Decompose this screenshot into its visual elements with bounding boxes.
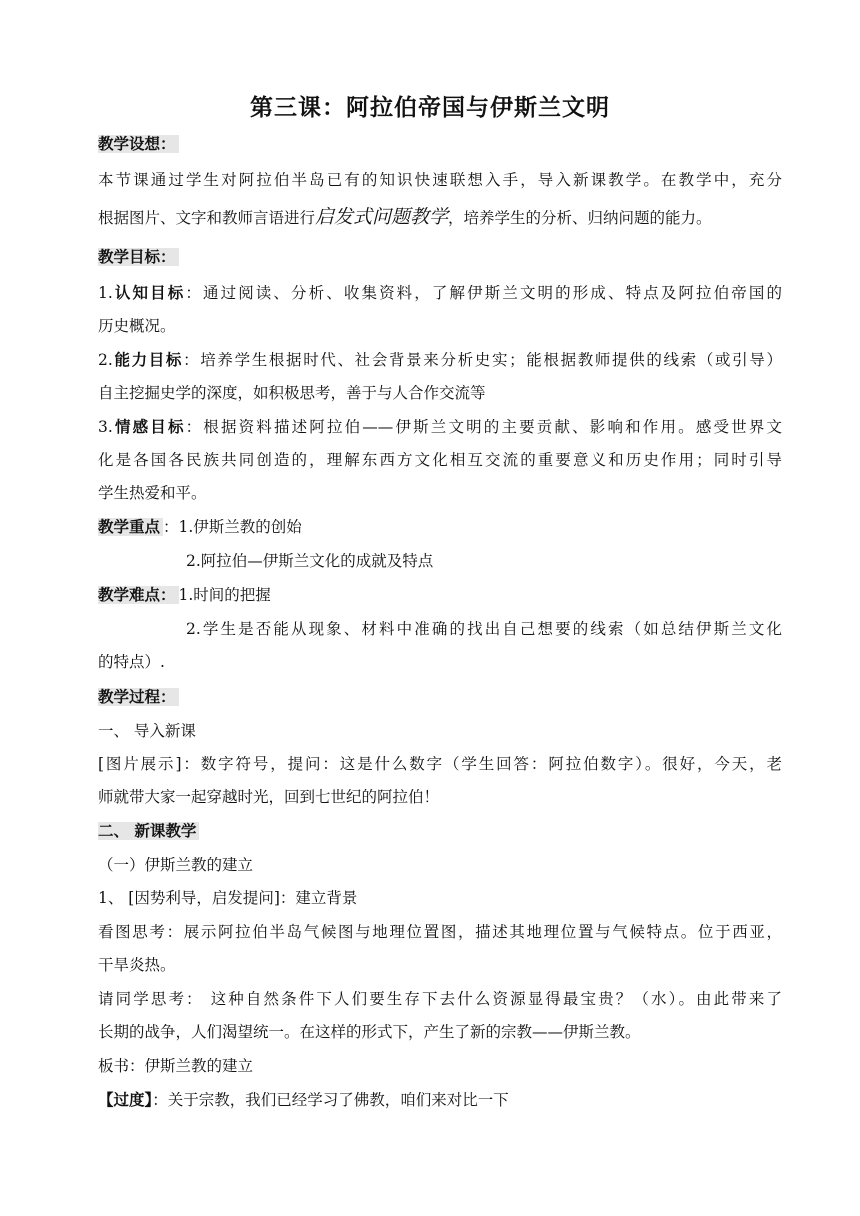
process-heading-line: [98, 686, 782, 708]
subsection-1-paragraph-line-2: 干旱炎热。: [98, 956, 176, 974]
key-points-heading: 教学重点: [98, 518, 163, 536]
design-heading: 教学设想：: [98, 135, 179, 153]
key-point-1: ：1.伊斯兰教的创始: [163, 518, 302, 536]
goal1-line-1: [98, 282, 782, 304]
design-paragraph-line-1: 本节课通过学生对阿拉伯半岛已有的知识快速联想入手，导入新课教学。在教学中，充分: [98, 171, 782, 189]
difficulty-line-1: [98, 584, 782, 606]
goal3-number: 3.: [98, 418, 113, 436]
step2-heading-line: [98, 820, 782, 842]
step1-paragraph-line-2: 师就带大家一起穿越时光，回到七世纪的阿拉伯！: [98, 788, 440, 806]
goal2-line-2: 自主挖掘史学的深度，如积极思考，善于与人合作交流等: [98, 384, 486, 402]
step2-heading: 二、 新课教学: [98, 822, 199, 840]
subsection-1-heading: （一）伊斯兰教的建立: [98, 856, 254, 874]
goal1-line-2: 历史概况。: [98, 317, 176, 335]
goal1-label: 认知目标: [112, 284, 186, 302]
goal2-text: ：培养学生根据时代、社会背景来分析史实；能根据教师提供的线索（或引导）: [183, 351, 782, 369]
goal3-text: ：根据资料描述阿拉伯——伊斯兰文明的主要贡献、影响和作用。感受世界文: [185, 418, 782, 436]
design-paragraph-line-2: [98, 206, 782, 229]
difficulty-1: 1.时间的把握: [178, 586, 271, 604]
design-text-italic: 启发式问题教学: [315, 206, 449, 228]
goals-heading-line: [98, 246, 782, 268]
board-note: 板书：伊斯兰教的建立: [98, 1057, 254, 1075]
difficulty-2: 2.学生是否能从现象、材料中准确的找出自己想要的线索（如总结伊斯兰文化: [186, 620, 782, 638]
goal3-line-1: [98, 416, 782, 438]
step1-paragraph-line-1: [图片展示]：数字符号，提问：这是什么数字（学生回答：阿拉伯数字）。很好，今天，老: [98, 755, 782, 773]
goal2-line-1: [98, 349, 782, 371]
difficulty-2-cont: 的特点）.: [98, 653, 165, 671]
subsection-1-paragraph-line-3: 请同学思考： 这种自然条件下人们要生存下去什么资源显得最宝贵？（水）。由此带来了: [98, 990, 782, 1008]
goal3-line-2: 化是各国各民族共同创造的，理解东西方文化相互交流的重要意义和历史作用；同时引导: [98, 451, 782, 469]
design-text-b: ，培养学生的分析、归纳问题的能力。: [448, 209, 712, 227]
design-text-a: 根据图片、文字和教师言语进行: [98, 209, 316, 227]
transition-line: [98, 1089, 782, 1111]
goal3-label: 情感目标: [112, 418, 186, 436]
transition-text: ：关于宗教，我们已经学习了佛教，咱们来对比一下: [152, 1091, 509, 1109]
transition-label: 【过度】: [98, 1091, 153, 1109]
goals-heading: 教学目标：: [98, 248, 179, 266]
goal3-line-3: 学生热爱和平。: [98, 484, 207, 502]
goal1-text: ：通过阅读、分析、收集资料，了解伊斯兰文明的形成、特点及阿拉伯帝国的: [185, 284, 782, 302]
key-point-2: 2.阿拉伯—伊斯兰文化的成就及特点: [186, 552, 434, 570]
subsection-1-paragraph-line-1: 看图思考：展示阿拉伯半岛气候图与地理位置图，描述其地理位置与气候特点。位于西亚，: [98, 923, 782, 941]
subsection-1-paragraph-line-4: 长期的战争，人们渴望统一。在这样的形式下，产生了新的宗教——伊斯兰教。: [98, 1023, 641, 1041]
subsection-1-item-1: 1、 [因势利导，启发提问]：建立背景: [98, 889, 358, 907]
goal2-number: 2.: [98, 351, 113, 369]
page-title: 第三课：阿拉伯帝国与伊斯兰文明: [250, 95, 610, 121]
key-points-line-1: [98, 516, 782, 538]
design-heading-line: [98, 133, 782, 155]
difficulty-heading: 教学难点：: [98, 586, 179, 604]
step1-heading: 一、 导入新课: [98, 722, 196, 740]
process-heading: 教学过程：: [98, 688, 179, 706]
goal1-number: 1.: [98, 284, 113, 302]
goal2-label: 能力目标: [112, 351, 184, 369]
